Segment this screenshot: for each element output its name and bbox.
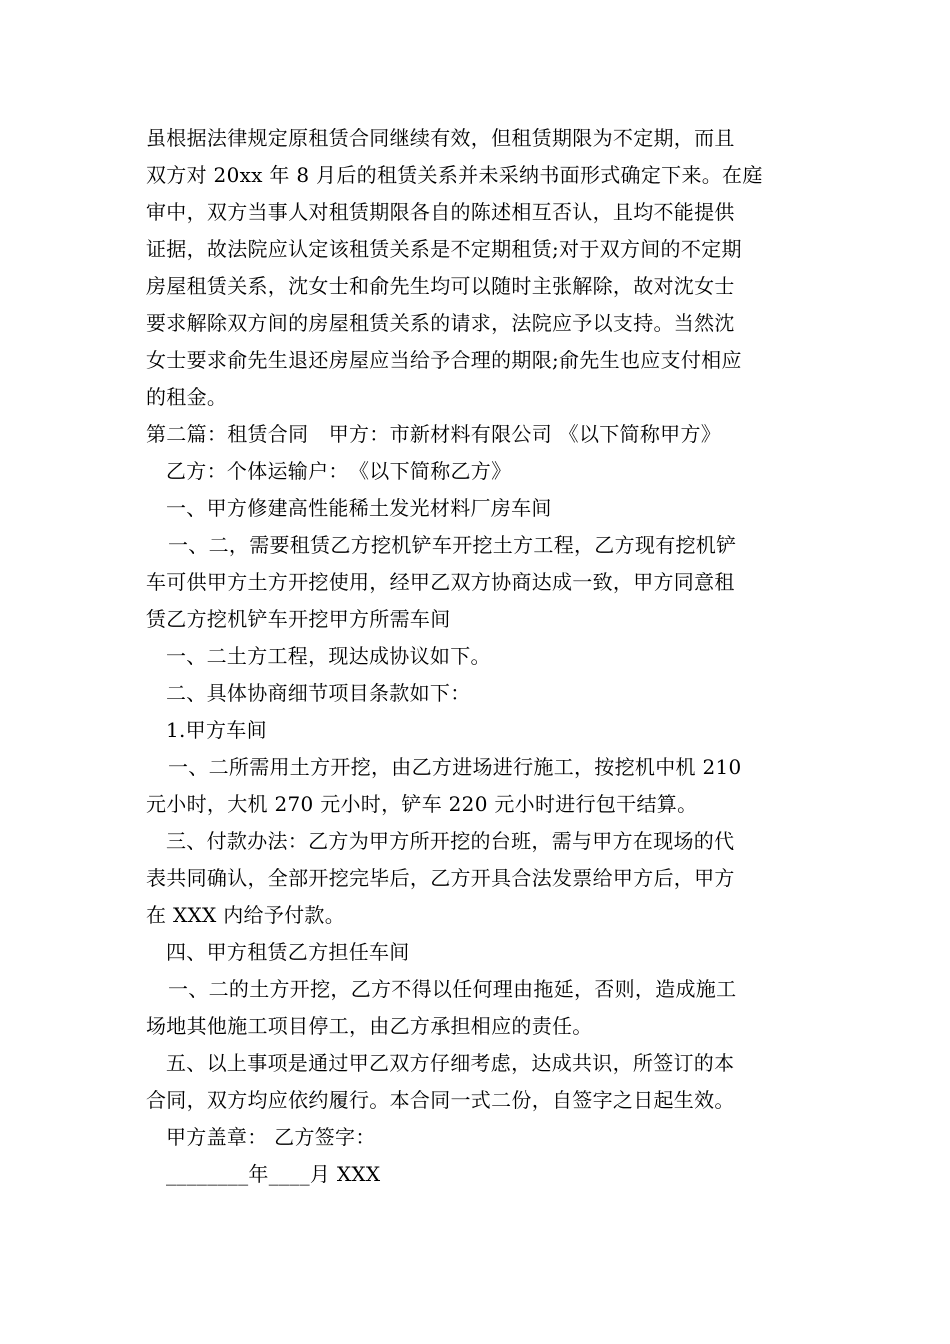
text-line: 一、二所需用土方开挖，由乙方进场进行施工，按挖机中机 210 (168, 755, 742, 779)
signature-block (146, 1119, 806, 1156)
clause-10 (146, 1045, 806, 1082)
clause-5 (146, 712, 806, 749)
text-line: 要求解除双方间的房屋租赁关系的请求，法院应予以支持。当然沈 (146, 311, 735, 335)
clause-2-cont (146, 564, 806, 638)
text-line: 在 XXX 内给予付款。 (146, 903, 346, 927)
paragraph-judgment (146, 120, 806, 416)
clause-9 (146, 971, 806, 1008)
text-line: 一、甲方修建高性能稀土发光材料厂房车间 (166, 496, 552, 520)
heading-contract (146, 416, 806, 453)
text-line: 表共同确认，全部开挖完毕后，乙方开具合法发票给甲方后，甲方 (146, 866, 735, 890)
date-line: ________年____月 XXX (166, 1162, 381, 1186)
clause-10-cont (146, 1082, 806, 1119)
text-line: 车可供甲方土方开挖使用，经甲乙双方协商达成一致，甲方同意租 (146, 570, 735, 594)
text-line: 一、二的土方开挖，乙方不得以任何理由拖延，否则，造成施工 (168, 977, 737, 1001)
clause-2 (146, 527, 806, 564)
clause-9-cont (146, 1008, 806, 1045)
clause-6 (146, 749, 806, 786)
clause-payment-cont (146, 860, 806, 934)
text-line: 审中，双方当事人对租赁期限各自的陈述相互否认，且均不能提供 (146, 200, 735, 224)
contract-heading: 第二篇：租赁合同 甲方：市新材料有限公司 《以下简称甲方》 (146, 422, 722, 446)
text-line: 房屋租赁关系，沈女士和俞先生均可以随时主张解除，故对沈女士 (146, 274, 735, 298)
signature-line: 甲方盖章： 乙方签字： (166, 1125, 376, 1149)
text-line: 虽根据法律规定原租赁合同继续有效，但租赁期限为不定期，而且 (146, 126, 735, 150)
text-line: 女士要求俞先生退还房屋应当给予合理的期限;俞先生也应支付相应 (146, 348, 742, 372)
text-line: 赁乙方挖机铲车开挖甲方所需车间 (146, 607, 451, 631)
text-line: 三、付款办法：乙方为甲方所开挖的台班，需与甲方在现场的代 (166, 829, 735, 853)
party-b (146, 453, 806, 490)
text-line: 五、以上事项是通过甲乙双方仔细考虑，达成共识，所签订的本 (166, 1051, 735, 1075)
clause-4 (146, 675, 806, 712)
text-line: 证据，故法院应认定该租赁关系是不定期租赁;对于双方间的不定期 (146, 237, 742, 261)
party-b-line: 乙方：个体运输户： 《以下简称乙方》 (166, 459, 512, 483)
text-line: 的租金。 (146, 385, 228, 409)
clause-6-cont (146, 786, 806, 823)
text-line: 二、具体协商细节项目条款如下： (166, 681, 471, 705)
date-block (146, 1156, 806, 1193)
text-line: 元小时，大机 270 元小时，铲车 220 元小时进行包干结算。 (146, 792, 698, 816)
clause-3 (146, 638, 806, 675)
text-line: 一、二，需要租赁乙方挖机铲车开挖土方工程，乙方现有挖机铲 (168, 533, 737, 557)
clause-payment (146, 823, 806, 860)
text-line: 一、二土方工程，现达成协议如下。 (166, 644, 491, 668)
text-line: 场地其他施工项目停工，由乙方承担相应的责任。 (146, 1014, 593, 1038)
clause-8 (146, 934, 806, 971)
text-line: 1.甲方车间 (166, 718, 267, 742)
text-line: 四、甲方租赁乙方担任车间 (166, 940, 410, 964)
clause-1 (146, 490, 806, 527)
text-line: 合同，双方均应依约履行。本合同一式二份，自签字之日起生效。 (146, 1088, 735, 1112)
text-line: 双方对 20xx 年 8 月后的租赁关系并未采纳书面形式确定下来。在庭 (146, 163, 763, 187)
document-body (146, 120, 806, 1193)
